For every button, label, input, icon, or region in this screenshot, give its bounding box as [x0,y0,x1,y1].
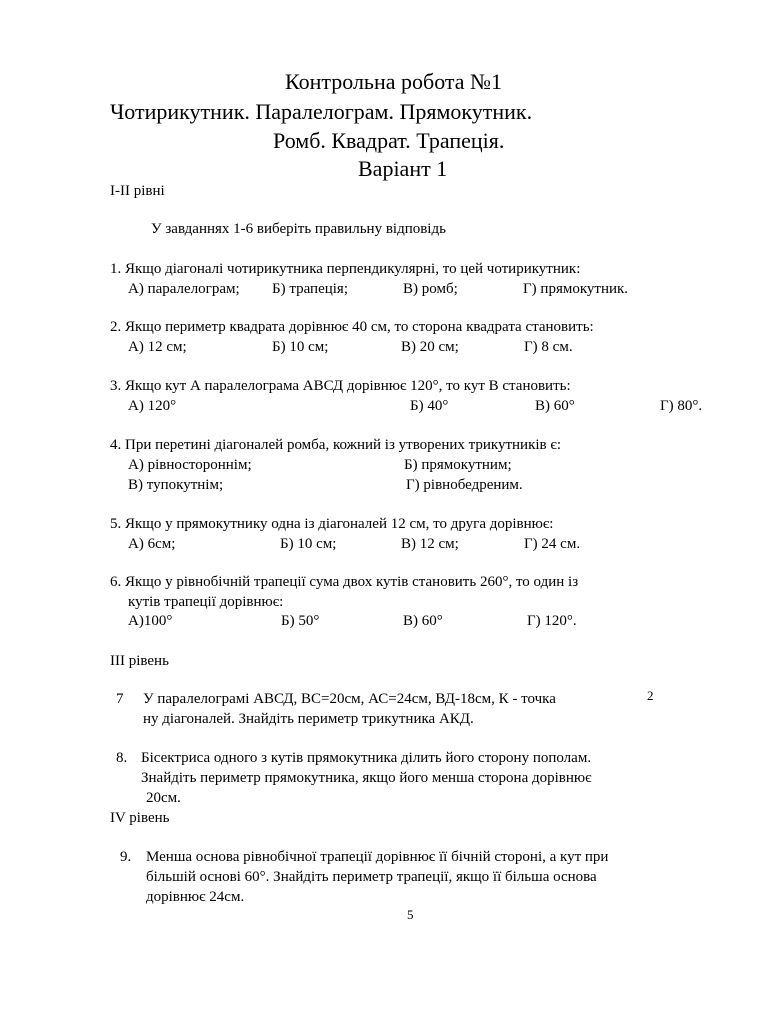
question-1-option-b: Б) трапеція; [272,281,349,297]
question-4-option-b: Б) прямокутним; [404,457,512,473]
question-6-text-line-2: кутів трапеції дорівнює: [128,594,284,610]
question-4-option-d: Г) рівнобедреним. [406,477,523,493]
task-7-line-2: ну діагоналей. Знайдіть периметр трикутника АКД. [143,711,474,727]
task-8-line-2: Знайдіть периметр прямокутника, якщо його менша сторона дорівнює [141,770,592,786]
question-1-text: 1. Якщо діагоналі чотирикутника перпендикулярні, то цей чотирикутник: [110,261,581,277]
question-4-option-a: А) рівностороннім; [128,457,252,473]
question-6-option-b: Б) 50° [281,613,320,629]
question-5-option-a: А) 6см; [128,536,176,552]
task-8-number: 8. [116,750,128,766]
question-3-option-c: В) 60° [535,398,575,414]
question-6-option-d: Г) 120°. [527,613,577,629]
section-heading-3: III рівень [110,653,169,669]
question-6-option-a: А)100° [128,613,173,629]
task-9-line-2: більшій основі 60°. Знайдіть периметр трапеції, якщо її більша основа [146,869,597,885]
title-line-2: Чотирикутник. Паралелограм. Прямокутник. [110,99,533,124]
question-5-option-c: В) 12 см; [401,536,459,552]
question-2-option-c: В) 20 см; [401,339,459,355]
instruction-text: У завданнях 1-6 виберіть правильну відповідь [151,221,446,237]
task-9-line-1: Менша основа рівнобічної трапеції дорівнює її бічній стороні, а кут при [146,849,609,865]
page-number: 5 [407,907,414,922]
task-7-superscript: 2 [647,688,654,703]
question-4-option-c: В) тупокутнім; [128,477,224,493]
section-heading-4: IV рівень [110,810,170,826]
question-5-option-d: Г) 24 см. [524,536,581,552]
question-4-text: 4. При перетині діагоналей ромба, кожний із утворених трикутників є: [110,437,561,453]
question-5-option-b: Б) 10 см; [280,536,337,552]
question-3-option-b: Б) 40° [410,398,449,414]
variant-label: Варіант 1 [358,156,448,181]
question-3-text: 3. Якщо кут А паралелограма АВСД дорівнює 120°, то кут В становить: [110,378,571,394]
question-2-option-d: Г) 8 см. [524,339,573,355]
question-6-text-line-1: 6. Якщо у рівнобічній трапеції сума двох кутів становить 260°, то один із [110,574,579,590]
title-line-1: Контрольна робота №1 [285,69,503,94]
question-2-option-b: Б) 10 см; [272,339,329,355]
title-line-3: Ромб. Квадрат. Трапеція. [273,128,505,153]
question-1-option-c: В) ромб; [403,281,458,297]
task-8-line-3: 20см. [146,790,181,806]
question-5-text: 5. Якщо у прямокутнику одна із діагоналей 12 см, то друга дорівнює: [110,516,554,532]
task-9-number: 9. [120,849,132,865]
task-7-number: 7 [116,691,124,707]
question-3-option-a: А) 120° [128,398,177,414]
question-6-option-c: В) 60° [403,613,443,629]
question-3-option-d: Г) 80°. [660,398,703,414]
question-1-option-a: А) паралелограм; [128,281,240,297]
task-7-line-1: У паралелограмі АВСД, ВС=20см, АС=24см, ВД-18см, К - точка [143,691,556,707]
task-9-line-3: дорівнює 24см. [146,889,245,905]
section-heading-1-2: I-II рівні [110,183,165,199]
question-2-text: 2. Якщо периметр квадрата дорівнює 40 см, то сторона квадрата становить: [110,319,594,335]
question-2-option-a: А) 12 см; [128,339,187,355]
task-8-line-1: Бісектриса одного з кутів прямокутника ділить його сторону пополам. [141,750,592,766]
question-1-option-d: Г) прямокутник. [523,281,629,297]
